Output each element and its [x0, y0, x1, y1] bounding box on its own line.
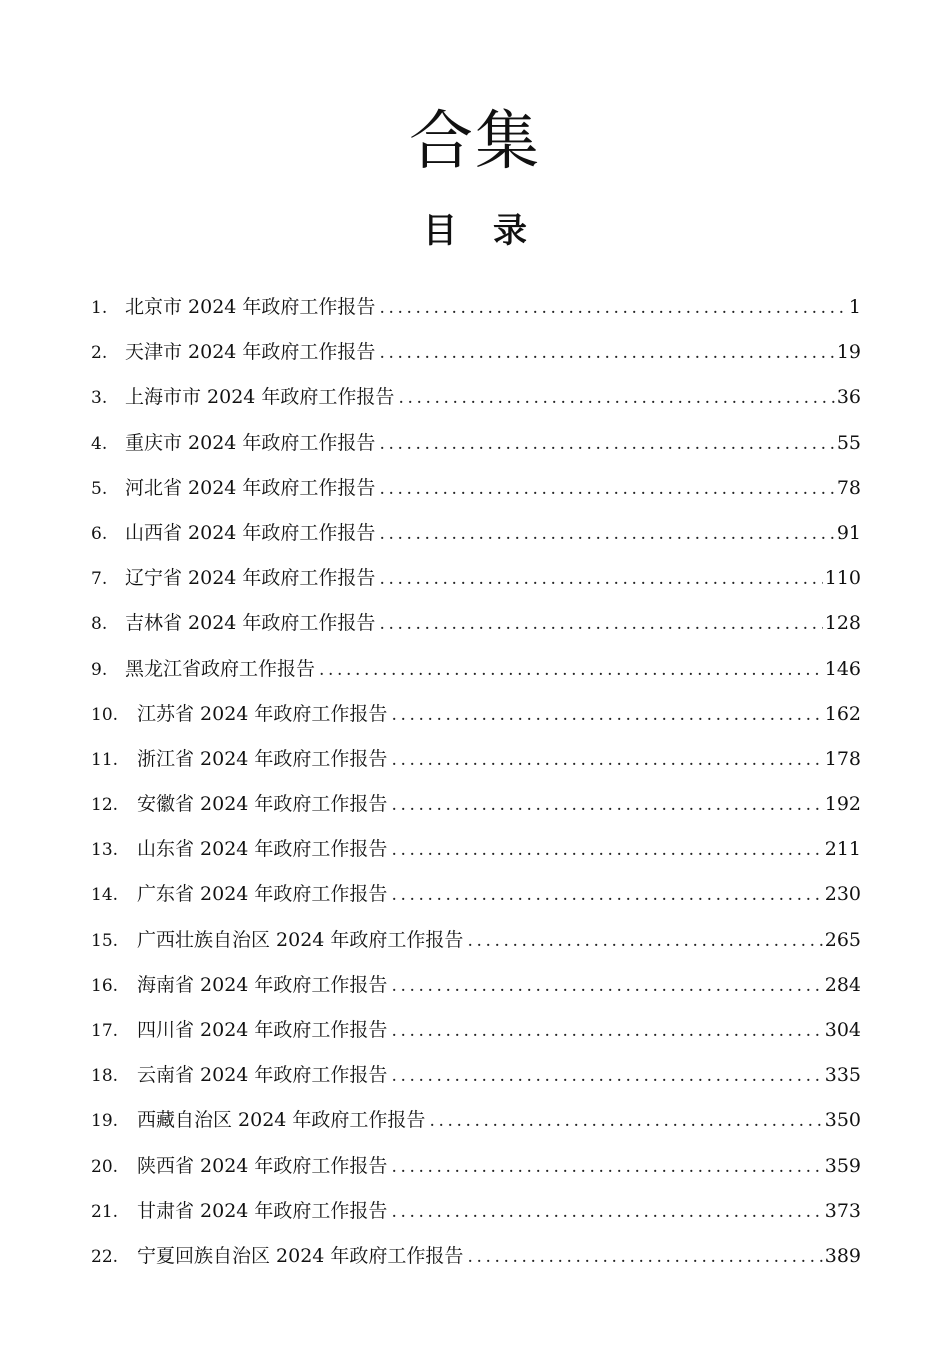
- toc-leader-dots: [379, 291, 846, 325]
- toc-entry-page-number: 55: [836, 431, 861, 454]
- toc-entry-title[interactable]: 广东省 2024 年政府工作报告: [137, 883, 388, 906]
- toc-entry-page-number: 230: [824, 883, 861, 906]
- toc-entry-number: 15.: [91, 930, 119, 951]
- toc-leader-dots: [391, 1195, 822, 1229]
- toc-leader-dots: [379, 517, 834, 551]
- toc-entry-number: 13.: [91, 840, 119, 861]
- toc-entry-page-number: 335: [824, 1064, 861, 1087]
- toc-leader-dots: [391, 1059, 822, 1093]
- toc-entry-page-number: 389: [824, 1244, 861, 1267]
- toc-entry[interactable]: [91, 923, 861, 968]
- toc-entry-page-number: 192: [824, 793, 861, 816]
- document-title: 合集: [409, 105, 541, 179]
- toc-entry-title[interactable]: 重庆市 2024 年政府工作报告: [125, 431, 376, 454]
- toc-leader-dots: [391, 788, 822, 822]
- toc-entry-page-number: 36: [836, 386, 861, 409]
- toc-entry[interactable]: [91, 290, 861, 335]
- toc-entry[interactable]: [91, 1058, 861, 1103]
- toc-entry-number: 4.: [91, 433, 108, 454]
- toc-entry-number: 11.: [91, 749, 119, 770]
- toc-leader-dots: [398, 381, 834, 415]
- toc-entry-title[interactable]: 天津市 2024 年政府工作报告: [125, 341, 376, 364]
- toc-entry[interactable]: [91, 1149, 861, 1194]
- toc-entry-number: 7.: [91, 569, 108, 590]
- toc-leader-dots: [391, 1014, 822, 1048]
- toc-entry-number: 9.: [91, 659, 108, 680]
- toc-entry-number: 2.: [91, 343, 108, 364]
- toc-leader-dots: [391, 833, 822, 867]
- toc-leader-dots: [379, 336, 834, 370]
- toc-entry-title[interactable]: 山东省 2024 年政府工作报告: [137, 838, 388, 861]
- toc-entry[interactable]: [91, 832, 861, 877]
- toc-entry-page-number: 19: [836, 341, 861, 364]
- toc-entry-page-number: 350: [824, 1109, 861, 1132]
- toc-entry[interactable]: [91, 516, 861, 561]
- toc-entry-page-number: 304: [824, 1019, 861, 1041]
- toc-heading-char: 目: [423, 211, 457, 251]
- table-of-contents: [91, 290, 861, 1284]
- toc-leader-dots: [379, 562, 822, 596]
- toc-entry-number: 21.: [91, 1201, 119, 1222]
- toc-entry[interactable]: [91, 426, 861, 471]
- toc-heading: [0, 208, 950, 254]
- toc-entry-page-number: 128: [824, 612, 861, 635]
- toc-leader-dots: [379, 472, 834, 506]
- toc-entry-title[interactable]: 西藏自治区 2024 年政府工作报告: [137, 1109, 426, 1132]
- toc-entry-page-number: 373: [824, 1199, 861, 1222]
- toc-heading-char: 录: [493, 211, 527, 251]
- toc-entry-title[interactable]: 上海市市 2024 年政府工作报告: [125, 386, 395, 409]
- toc-entry[interactable]: [91, 335, 861, 380]
- toc-entry-title[interactable]: 辽宁省 2024 年政府工作报告: [125, 567, 376, 590]
- toc-entry[interactable]: [91, 652, 861, 697]
- toc-entry-title[interactable]: 云南省 2024 年政府工作报告: [137, 1064, 388, 1087]
- toc-entry-title[interactable]: 浙江省 2024 年政府工作报告: [137, 747, 388, 770]
- toc-entry[interactable]: [91, 787, 861, 832]
- toc-leader-dots: [391, 698, 822, 732]
- toc-entry-number: 16.: [91, 975, 119, 996]
- toc-entry-title[interactable]: 北京市 2024 年政府工作报告: [125, 296, 376, 318]
- toc-entry-title[interactable]: 广西壮族自治区 2024 年政府工作报告: [137, 928, 464, 951]
- toc-entry-number: 18.: [91, 1066, 119, 1087]
- toc-leader-dots: [391, 743, 822, 777]
- toc-entry-number: 19.: [91, 1111, 119, 1132]
- toc-entry-page-number: 1: [848, 296, 861, 318]
- toc-leader-dots: [467, 924, 822, 958]
- toc-entry-page-number: 110: [824, 567, 861, 590]
- toc-entry[interactable]: [91, 1239, 861, 1284]
- toc-entry-title[interactable]: 宁夏回族自治区 2024 年政府工作报告: [137, 1244, 464, 1267]
- toc-entry-number: 8.: [91, 614, 108, 635]
- toc-entry-title[interactable]: 安徽省 2024 年政府工作报告: [137, 793, 388, 816]
- toc-entry-title[interactable]: 吉林省 2024 年政府工作报告: [125, 612, 376, 635]
- toc-entry[interactable]: [91, 1013, 861, 1058]
- toc-entry-page-number: 284: [824, 973, 861, 996]
- toc-entry-number: 12.: [91, 795, 119, 816]
- toc-entry-title[interactable]: 河北省 2024 年政府工作报告: [125, 476, 376, 499]
- toc-entry-title[interactable]: 陕西省 2024 年政府工作报告: [137, 1154, 388, 1177]
- toc-entry-number: 22.: [91, 1246, 119, 1267]
- toc-entry-title[interactable]: 山西省 2024 年政府工作报告: [125, 521, 376, 544]
- toc-entry-page-number: 211: [824, 838, 861, 861]
- toc-entry-page-number: 178: [824, 747, 861, 770]
- toc-entry-page-number: 265: [824, 928, 861, 951]
- toc-leader-dots: [319, 653, 823, 687]
- toc-entry-number: 14.: [91, 885, 119, 906]
- toc-entry[interactable]: [91, 380, 861, 425]
- toc-entry-title[interactable]: 黑龙江省政府工作报告: [125, 657, 316, 680]
- toc-entry-number: 17.: [91, 1021, 119, 1041]
- toc-entry[interactable]: [91, 1103, 861, 1148]
- toc-entry[interactable]: [91, 742, 861, 787]
- toc-entry-page-number: 91: [836, 521, 861, 544]
- toc-entry-number: 5.: [91, 478, 108, 499]
- toc-leader-dots: [467, 1240, 822, 1274]
- toc-entry-title[interactable]: 江苏省 2024 年政府工作报告: [137, 702, 388, 725]
- toc-entry[interactable]: [91, 471, 861, 516]
- toc-entry-title[interactable]: 海南省 2024 年政府工作报告: [137, 973, 388, 996]
- toc-entry-title[interactable]: 甘肃省 2024 年政府工作报告: [137, 1199, 388, 1222]
- toc-entry[interactable]: [91, 561, 861, 606]
- toc-entry[interactable]: [91, 877, 861, 922]
- toc-entry[interactable]: [91, 968, 861, 1013]
- toc-entry-page-number: 78: [836, 476, 861, 499]
- toc-entry-page-number: 146: [824, 657, 861, 680]
- toc-entry-number: 20.: [91, 1156, 119, 1177]
- toc-entry-number: 6.: [91, 523, 108, 544]
- toc-entry-number: 1.: [91, 298, 108, 318]
- toc-entry[interactable]: [91, 1194, 861, 1239]
- toc-entry-page-number: 162: [824, 702, 861, 725]
- toc-leader-dots: [391, 878, 822, 912]
- toc-leader-dots: [391, 1150, 822, 1184]
- toc-entry-number: 10.: [91, 704, 119, 725]
- toc-leader-dots: [391, 969, 822, 1003]
- toc-leader-dots: [429, 1104, 822, 1138]
- toc-leader-dots: [379, 427, 834, 461]
- toc-leader-dots: [379, 607, 822, 641]
- toc-entry-title[interactable]: 四川省 2024 年政府工作报告: [137, 1019, 388, 1041]
- toc-entry-number: 3.: [91, 388, 108, 409]
- toc-entry[interactable]: [91, 697, 861, 742]
- toc-entry[interactable]: [91, 606, 861, 651]
- toc-entry-page-number: 359: [824, 1154, 861, 1177]
